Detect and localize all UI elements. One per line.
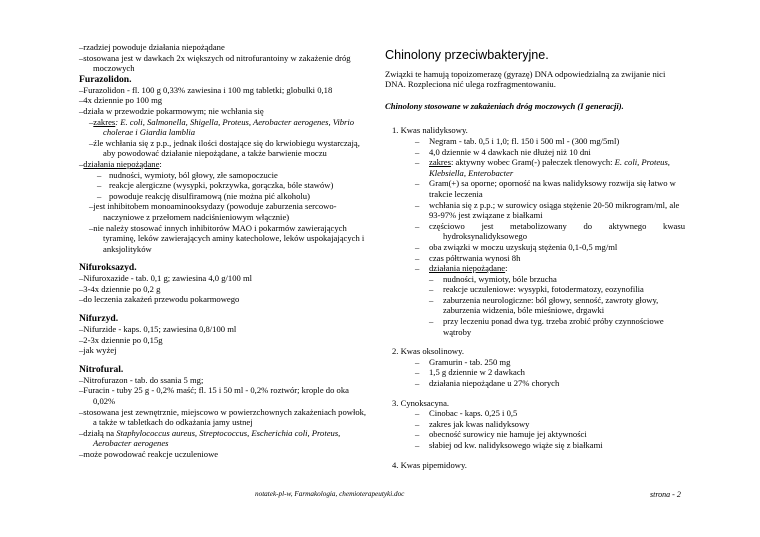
numbered-heading: 3. Cynoksacyna.: [392, 397, 450, 408]
intro-paragraph: Związki te hamują topoizomerazę (gyrazę) DNA odpowiedzialną za zwijanie nici DNA. Rozpleciona nić ulega rozfragmentowaniu.: [385, 68, 666, 90]
page-title: Chinolony przeciwbakteryjne.: [385, 48, 549, 62]
list-item: – częściowo jest metabolizowany do aktywnego kwasu hydroksynalidyksowego: [415, 220, 686, 242]
list-item: – zakres jak kwas nalidyksowy: [415, 418, 530, 429]
text-line: –4x dziennie po 100 mg: [79, 95, 163, 106]
text-line-side-effects: –działania niepożądane:: [79, 158, 162, 169]
text-line: –jak wyżej: [79, 345, 117, 356]
numbered-heading: 4. Kwas pipemidowy.: [392, 459, 467, 470]
text-line: –Furazolidon - fl. 100 g 0,33% zawiesina i 100 mg tabletki; globulki 0,18: [79, 84, 333, 95]
text-line: –Furacin - tuby 25 g - 0,2% maść; fl. 15 i 50 ml - 0,2% roztwór; krople do oka 0,02%: [79, 385, 349, 407]
list-item: – działania niepożądane u 27% chorych: [415, 378, 560, 389]
list-item: – Gram(+) sa oporne; oporność na kwas nalidyksowy rozwija się łatwo w trakcie leczenia: [415, 178, 676, 199]
list-item: – czas półtrwania wynosi 8h: [415, 252, 521, 263]
left-column: [79, 42, 369, 460]
list-item: – oba związki w moczu uzyskują stężenia 0,1-0,5 mg/ml: [415, 241, 618, 252]
footer-page-number: strona - 2: [650, 490, 681, 499]
text-line: –3-4x dziennie po 0,2 g: [79, 283, 161, 294]
list-item: – 4,0 dziennie w 4 dawkach nie dłużej niż 10 dni: [415, 146, 591, 157]
list-item: – Negram - tab. 0,5 i 1,0; fl. 150 i 500 ml - (300 mg/5ml): [415, 135, 620, 146]
list-item: – powoduje reakcję disulfiramową (nie można pić alkoholu): [97, 190, 310, 201]
footer-filename: notatek-pl-w, Farmakologia, chemioterapeutyki.doc: [255, 490, 405, 498]
text-line: –działa w przewodzie pokarmowym; nie wchłania się: [79, 105, 264, 116]
sub-list-item: – reakcje uczuleniowe: wysypki, fotodermatozy, eozynofilia: [429, 284, 644, 295]
text-line: –Nifuroxazide - tab. 0,1 g; zawiesina 4,0 g/100 ml: [79, 273, 253, 284]
subtitle: Chinolony stosowane w zakażeniach dróg moczowych (I generacji).: [385, 100, 624, 111]
section-heading-nitrofural: Nitrofural.: [79, 363, 124, 375]
text-line: –2-3x dziennie po 0,15g: [79, 334, 163, 345]
text-line: –jest inhibitobem monoaminooksydazy (powoduje zaburzenia sercowo-naczyniowe z przełomem nadciśnieniowym włącznie): [89, 201, 337, 222]
text-line: –Nifurzide - kaps. 0,15; zawiesina 0,8/100 ml: [79, 324, 237, 335]
text-line: –może powodować reakcje uczuleniowe: [79, 449, 219, 459]
section-heading-nifuroksazyd: Nifuroksazyd.: [79, 262, 137, 274]
list-item: – 1,5 g dziennie w 2 dawkach: [415, 367, 525, 378]
text-line-organisms: –działą na Staphylococcus aureus, Streptococcus, Escherichia coli, Proteus, Aerobacter aerogenes: [79, 427, 341, 449]
list-item: – Cinobac - kaps. 0,25 i 0,5: [415, 408, 518, 419]
text-line: –nie należy stosować innych inhibitorów MAO i pokarmów zawierających tyraminę, leków zawierających aminy katecholowe, leków uspokajających i anksjolityków: [89, 222, 365, 254]
list-item: – wchłania się z p.p.; w surowicy osiąga stężenie 20-50 mikrogram/ml, ale 93-97% jest związane z białkami: [415, 199, 680, 221]
list-item-side-effects: – działania niepożądane:: [415, 263, 508, 274]
list-item-zakres: – zakres: aktywny wobec Gram(-) pałeczek tlenowych: E. coli, Proteus, Klebsiella, Enterobacter: [415, 157, 670, 178]
numbered-heading: 1. Kwas nalidyksowy.: [392, 125, 468, 136]
text-line: –do leczenia zakażeń przewodu pokarmowego: [79, 294, 240, 305]
list-item: – nudności, wymioty, ból głowy, złe samopoczucie: [97, 169, 278, 180]
list-item: – Gramurin - tab. 250 mg: [415, 356, 511, 367]
sub-list-item: – nudności, wymioty, bóle brzucha: [429, 273, 557, 284]
sub-list-item: – zaburzenia neurologiczne: ból głowy, senność, zawroty głowy, zaburzenia widzenia, bóle mieśniowe, drgawki: [429, 294, 659, 316]
text-line: –Nitrofurazon - tab. do ssania 5 mg;: [79, 374, 204, 385]
text-line-zakres: –zakres: E. coli, Salmonella, Shigella, Proteus, Aerobacter aerogenes, Vibrio cholerae i Giardia lamblia: [89, 116, 355, 138]
numbered-heading: 2. Kwas oksolinowy.: [392, 346, 465, 357]
right-column: [385, 42, 685, 470]
text-line: –stosowana jest zewnętrznie, miejscowo w powierzchownych zakażeniach powłok, a także w tabletkach do odkażania jamy ustnej: [79, 406, 367, 428]
text-line: –rzadziej powoduje działania niepożądane: [79, 42, 225, 52]
sub-list-item: – przy leczeniu ponad dwa tyg. trzeba zrobić próby czynnościowe wątroby: [429, 316, 664, 337]
text-line: –stosowana jest w dawkach 2x większych od nitrofurantoiny w zakażenie dróg moczowych: [79, 52, 351, 74]
list-item: – słabiej od kw. nalidyksowego wiąże się z białkami: [415, 440, 603, 450]
section-heading-furazolidon: Furazolidon.: [79, 73, 132, 85]
section-heading-nifurzyd: Nifurzyd.: [79, 313, 119, 325]
list-item: – reakcje alergiczne (wysypki, pokrzywka, gorączka, bóle stawów): [97, 180, 334, 191]
text-line: –źle wchłania się z p.p., jednak ilości dostające się do krwiobiegu wystarczają, aby powodować działanie niepożądane, a także barwienie moczu: [89, 137, 360, 159]
list-item: – obecność surowicy nie hamuje jej aktywności: [415, 429, 587, 440]
